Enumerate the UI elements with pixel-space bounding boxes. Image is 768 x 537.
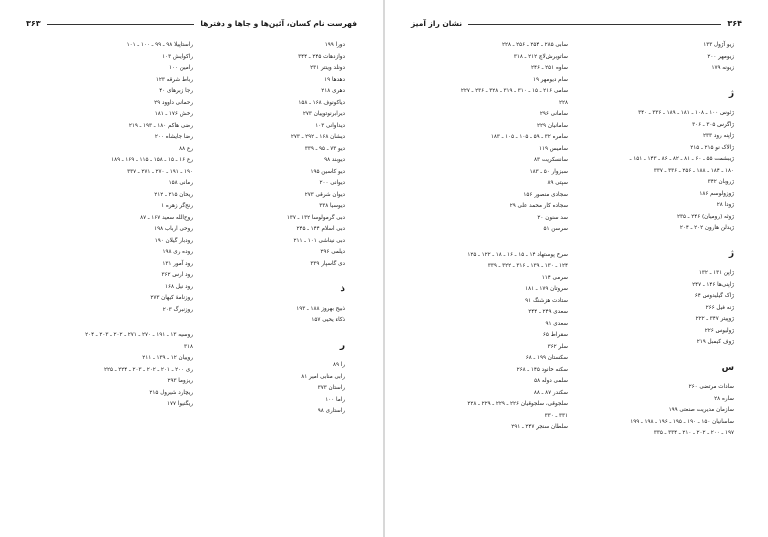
index-entry: سامیس ۱۱۹ xyxy=(538,145,568,152)
index-entry: دبی اسلام ۱۴۴ ـ ۲۴۵ xyxy=(296,226,345,232)
index-entry: ژودا ۲۸ xyxy=(716,202,734,208)
index-entry: سازمان مدیریت صنعتی ۱۹۹ xyxy=(668,407,734,413)
index-entry: روحی ارباب ۱۹۸ xyxy=(154,226,193,232)
index-entry: سلر ۳۶۲ xyxy=(547,343,568,350)
index-entry: سرسن ۵۱ xyxy=(543,226,568,232)
index-entry: ۳۳۱ ـ ۳۳۰ xyxy=(544,412,568,419)
index-entry: راستان ۳۷۳ xyxy=(317,385,345,391)
index-entry: روده ری ۱۹۸ xyxy=(162,249,193,255)
index-entry: دوازدهات ۲۴۵ ـ ۳۴۴ xyxy=(298,53,345,60)
index-entry: ژوپیتر ۳۴۷ ـ ۲۲۲ xyxy=(695,316,734,322)
index-entry: ژروبان ۳۴۲ xyxy=(707,179,734,185)
index-entry: سرمی ۱۱۴ xyxy=(541,274,568,281)
index-entry: ژولیوس ۲۲۶ xyxy=(704,327,734,334)
left-page-number: ۳۶۳ xyxy=(26,19,41,28)
index-entry: دیشان ۱۶۸ ـ ۲۹۲ ـ ۲۷۳ xyxy=(290,134,345,140)
index-entry: ریحان ۲۱۵ ـ ۲۱۲ xyxy=(154,191,193,198)
header-rule xyxy=(47,24,195,25)
index-entry: رخش ۱۷۶ ـ ۱۸۱ xyxy=(154,111,193,117)
index-entry: دیداوانی ۱۰۳ xyxy=(315,122,345,129)
index-entry: ژاپن ۱۳۱ ـ ۱۳۲ xyxy=(698,270,734,276)
index-entry: رحمانی داوود ۲۹ xyxy=(154,99,193,106)
index-entry: ژالاک نو ۲۱۵ ـ ۲۱۵ xyxy=(690,144,734,151)
index-entry: سجادی منصور ۱۵۶ xyxy=(523,191,568,198)
index-entry: زیو آژول ۱۳۳ xyxy=(703,42,734,48)
index-entry: سلجوقی، سلجوقیان ۲۲۶ ـ ۲۲۹ ـ ۲۲۹ ـ ۲۲۸ xyxy=(467,401,568,407)
left-page-title: فهرست نام کسان، آئین‌ها و جاها و دفترها xyxy=(200,19,357,28)
index-entry: ژاگرس ۳۰۵ ـ ۳۰۶ xyxy=(692,121,734,128)
right-page-right-column xyxy=(574,40,734,440)
index-entry: ژاک گیلیدوس ۶۴ xyxy=(694,293,734,299)
index-entry: سامانیان ۲۲۹ xyxy=(537,122,568,129)
index-entry: رمانی ۱۵۸ xyxy=(168,180,193,186)
index-entry: ریزوما ۲۹۳ xyxy=(167,378,193,384)
index-entry: سجاده کار محمد علی ۲۹ xyxy=(509,203,568,209)
index-entry: سبزوار ۵۰ ـ ۱۸۳ xyxy=(529,168,568,175)
index-entry: دونلد وینتر ۲۳۱ xyxy=(310,65,345,71)
index-entry: رودبار گیلان ۱۹۰ xyxy=(154,237,193,244)
index-entry: دیاکونوف ۱۶۸ ـ ۱۵۸ xyxy=(298,99,345,106)
index-entry: رود نیل ۱۶۸ xyxy=(165,283,193,290)
index-entry: سکندر ۸۷ ـ ۸۸ xyxy=(533,389,568,396)
index-entry: روزنامهٔ کیهان ۲۷۳ xyxy=(150,295,193,301)
index-entry: سامانی ۲۹۶ xyxy=(539,111,568,117)
index-entry: روح‌الله سعید ۱۶۷ ـ ۸۷ xyxy=(140,214,193,221)
right-page-header xyxy=(411,14,742,28)
index-entry: رنج‌گر زهره ۱ xyxy=(161,203,193,209)
index-entry: دهدها ۱۹ xyxy=(324,76,345,83)
index-entry: ساسانیان ۱۵۰ ـ ۱۹۰ ـ ۱۹۵ ـ ۱۹۶ ـ ۱۹۸ ـ ۱۹۹ xyxy=(630,418,734,425)
index-entry: دیوانی ۲۰۰ xyxy=(319,180,345,186)
index-entry: ژنه فیل ۲۶۶ xyxy=(705,304,734,311)
index-entry: دیوبند ۹۸ xyxy=(324,157,345,163)
section-letter: ژ xyxy=(728,248,734,259)
index-entry: رابی منابی امیر ۸۱ xyxy=(301,373,345,380)
spacer xyxy=(25,316,193,330)
index-entry: را ۸۹ xyxy=(332,362,345,368)
index-entry: زیونه ۱۷۹ xyxy=(711,65,734,71)
index-entry: دیو کاسین ۱۹۵ xyxy=(310,168,345,175)
right-page xyxy=(385,0,768,537)
index-entry: ژاپنه رود ۲۳۳ xyxy=(703,133,734,139)
left-page-header xyxy=(26,14,357,28)
index-entry: سلمی دوله ۵۸ xyxy=(534,378,568,384)
index-entry: ژاپنی‌ها ۱۴۶ ـ ۲۴۷ xyxy=(692,281,734,288)
index-entry: راما ۱۰۰ xyxy=(325,396,345,403)
header-rule xyxy=(468,24,721,25)
index-entry: سعدی ۹۱ xyxy=(545,320,568,327)
index-entry: رامین ۱۰۰ xyxy=(169,65,193,71)
left-page-right-column xyxy=(195,40,345,418)
index-entry: زیومهر ۲۰۰ xyxy=(707,53,734,60)
index-entry: ۱۹۷ ـ ۲۰۰ ـ ۲۰۲ ـ ۲۱۰ ـ ۳۳۴ ـ ۳۳۵ xyxy=(653,430,734,436)
index-entry: دیو ۷۳ ـ ۹۵ ـ ۳۳۹ xyxy=(304,145,345,152)
index-entry: رود آمور ۱۳۱ xyxy=(162,260,193,267)
spacer xyxy=(406,236,568,250)
index-entry: رضی هاکم ۱۸۰ ـ ۱۹۳ ـ ۲۱۹ xyxy=(128,122,193,129)
right-page-title: نشان راز آمیز xyxy=(411,19,463,28)
index-entry: سادات مرتضی ۲۶۰ xyxy=(688,384,734,390)
index-entry: روییان ۱۲ ـ ۱۳۹ ـ ۲۱۱ xyxy=(142,355,193,361)
right-page-left-column xyxy=(406,40,568,434)
index-entry: سانسکریت ۸۳ xyxy=(534,157,568,163)
index-entry: ستادت هزشنگ ۹۱ xyxy=(525,297,568,304)
index-entry: ری ۲۰۰ ـ ۲۰۱ ـ ۲۰۲ ـ ۲۰۳ ـ ۲۲۴ ـ ۲۲۵ xyxy=(104,366,193,373)
index-entry: روزنبرگ ۲۰۳ xyxy=(162,306,193,313)
index-entry: دیوسیا ۳۳۸ xyxy=(319,203,345,209)
section-letter: ذ xyxy=(340,284,345,294)
index-entry: سد سنون ۲۰ xyxy=(537,214,568,221)
index-entry: دیلمی ۲۹۶ xyxy=(320,249,345,255)
index-entry: دهری ۲۱۸ xyxy=(321,88,345,94)
index-entry: سام دیومهر ۱۹ xyxy=(532,76,568,83)
left-page-left-column xyxy=(25,40,193,411)
index-entry: دیرابرنوتوپيان ۲۷۳ xyxy=(302,111,345,117)
index-entry: ریچارد شیرول ۲۱۵ xyxy=(149,389,193,396)
index-entry: سابی ۲۸۵ ـ ۲۵۴ ـ ۲۵۶ ـ ۲۲۸ xyxy=(501,42,568,48)
index-entry: راستاپیلا ۹۸ ـ ۹۹ ـ ۱۰۰ ـ ۱۰۱ xyxy=(126,42,193,48)
index-entry: دیوان شرقی ۲۷۳ xyxy=(304,191,345,198)
index-entry: سامی ۲۱۶ ـ ۱۵ ـ ۳۱۰ ـ ۳۱۹ ـ ۳۲۸ ـ ۲۳۶ ـ ۲۲۷ xyxy=(460,88,568,94)
index-entry: ژوف کیمبل ۲۱۹ xyxy=(696,339,734,345)
index-entry: ذبیح بهروز ۱۸۸ ـ ۱۹۳ xyxy=(296,305,345,312)
index-entry: رباط شرقه ۱۲۳ xyxy=(155,76,193,83)
left-page xyxy=(0,0,383,537)
index-entry: ذکاء یحیی ۱۵۷ xyxy=(311,317,345,323)
index-entry: رع ۸۸ xyxy=(179,145,193,152)
index-entry: راستاری ۹۸ xyxy=(317,408,345,414)
index-entry: ژوثه (رومیان) ۲۴۶ ـ ۲۳۵ xyxy=(676,213,734,220)
index-entry: ۲۲۸ xyxy=(558,99,568,106)
right-page-number: ۳۶۴ xyxy=(727,19,742,28)
index-entry: دورا ۱۹۹ xyxy=(324,42,345,48)
index-entry: رع ۱۶ ـ ۱۵ ـ ۱۵۸ ـ ۱۱۵ ـ ۱۶۹ ـ ۱۸۹ xyxy=(111,157,193,163)
index-entry: ساره ۲۸ xyxy=(714,395,734,402)
index-entry: سپتی ۸۹ xyxy=(547,180,568,186)
index-entry: سعدی ۲۴۹ ـ ۲۴۴ xyxy=(528,309,568,315)
index-entry: سروتان ۱۷۹ ـ ۱۸۱ xyxy=(525,286,568,292)
index-entry: ۱۲۴ ـ ۱۳۰ ـ ۱۳۹ ـ ۳۱۶ ـ ۳۲۲ ـ ۳۳۹ xyxy=(487,263,568,269)
index-entry: رضا جایشاه ۲۰۰ xyxy=(154,134,193,140)
index-entry: سقراط ۶۵ xyxy=(542,332,568,338)
index-entry: سکستان ۱۹۹ ـ ۶۸ xyxy=(525,355,568,361)
index-entry: ژیدلن هارون ۲۰۲ ـ ۲۰۴ xyxy=(679,225,734,231)
index-entry: رود ارس ۳۶۲ xyxy=(161,272,193,278)
section-letter: س xyxy=(721,362,734,373)
index-entry: دبی نیناشی ۱۰۱ ـ ۲۱۱ xyxy=(293,237,345,244)
index-entry: رجا زبرهای ۴۰ xyxy=(159,88,193,94)
index-entry: دی گاسپار ۳۳۹ xyxy=(310,260,345,267)
index-entry: ریگنیوا ۱۷۷ xyxy=(167,401,193,407)
section-letter: ژ xyxy=(728,88,734,99)
section-letter: ر xyxy=(339,340,345,351)
index-entry: دبی گرمولوسا ۱۳۲ ـ ۱۳۷ xyxy=(286,214,345,221)
index-entry: سکنه خانود ۱۴۵ ـ ۲۶۸ xyxy=(516,366,568,373)
index-entry: سامره ۳۲ ـ ۵۹ ـ ۱۰۵ ـ ۱۰۵ ـ ۱۸۳ xyxy=(490,134,568,140)
index-entry: ژوزولوسم ۱۸۶ xyxy=(699,190,734,197)
index-entry: روسیه ۱۳ ـ ۱۹۱ ـ ۲۷۰ ـ ۲۷۱ ـ ۲۰۲ ـ ۲۰۳ ـ ۲۰۴ xyxy=(85,332,193,338)
index-entry: راکوایش ۱۰۳ xyxy=(162,53,193,60)
index-entry: ژیبشمت ۵۵ ـ ۶۰ ـ ۸۱ ـ ۸۲ ـ ۸۶ ـ ۱۴۳ ـ ۱۵۱ ـ xyxy=(629,156,734,162)
index-entry: ۱۸۰ ـ ۱۸۴ ـ ۱۸۸ ـ ۲۵۶ ـ ۳۳۶ ـ ۳۳۷ xyxy=(653,167,734,174)
index-entry: ۱۹۰ ـ ۱۹۱ ـ ۲۷۰ ـ ۲۷۱ ـ ۳۳۷ xyxy=(127,168,193,175)
index-entry: ۳۱۸ xyxy=(183,343,193,350)
index-entry: ژئوس ۱۰۰ ـ ۱۰۸ ـ ۱۸۱ ـ ۱۸۹ ـ ۳۳۶ ـ ۳۴۰ xyxy=(638,110,734,116)
index-entry: ساتوبرش‌لاچ ۲۱۲ ـ ۳۱۸ xyxy=(513,53,568,60)
index-entry: سلطان سنجر ۲۴۷ ـ ۲۹۱ xyxy=(511,424,568,430)
index-entry: ساوه ۲۵۱ ـ ۲۴۶ xyxy=(530,65,568,71)
index-entry: سرخ پوستهاد ۱۴ ـ ۱۵ ـ ۱۶ ـ ۱۸ ـ ۱۲۲ ـ ۱۲۵ xyxy=(467,251,568,258)
